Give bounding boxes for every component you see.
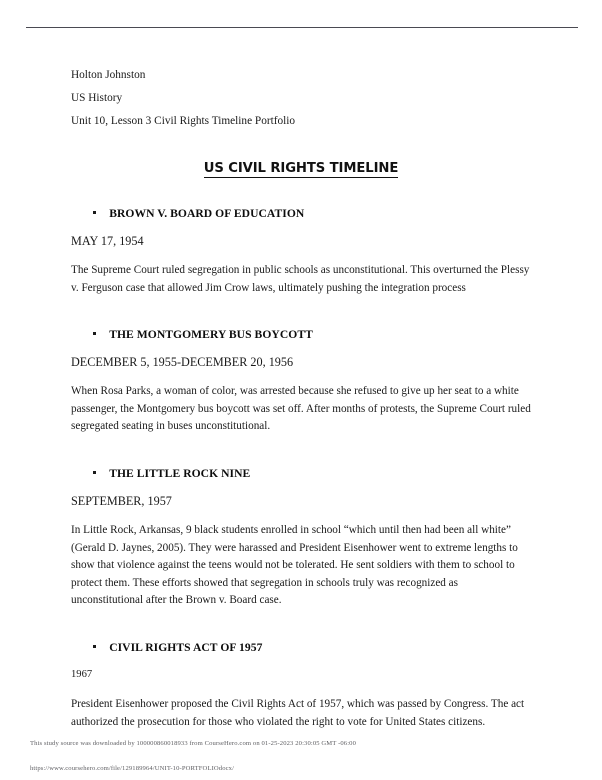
entry-heading-text: CIVIL RIGHTS ACT OF 1957	[109, 640, 263, 654]
student-name: Holton Johnston	[71, 69, 146, 81]
bullet-icon	[93, 471, 96, 474]
bullet-icon	[93, 332, 96, 335]
source-url: https://www.coursehero.com/file/129189964/UNIT-10-PORTFOLIOdocx/	[30, 765, 235, 772]
entry-body: In Little Rock, Arkansas, 9 black students enrolled in school “which until then had been all white” (Gerald D. Jaynes, 2005). They were harassed and President Eisenhower went to extreme lengths to show that violence against the teens would not be tolerated. He sent soldiers with them to school to protect them. These efforts showed that segregation in schools truly was recognized as unconstitutional after the Brown v. Board case.	[71, 523, 518, 607]
entry-date: MAY 17, 1954	[71, 234, 144, 248]
document-content	[71, 64, 531, 731]
header-divider	[26, 27, 578, 28]
entry-heading	[71, 641, 531, 654]
download-notice: This study source was downloaded by 100000860018933 from CourseHero.com on 01-25-2023 20:30:05 GMT -06:00	[30, 740, 357, 747]
entry-body: The Supreme Court ruled segregation in public schools as unconstitutional. This overturned the Plessy v. Ferguson case that allowed Jim Crow laws, ultimately pushing the integration process	[71, 264, 530, 294]
entry-date: DECEMBER 5, 1955-DECEMBER 20, 1956	[71, 355, 294, 370]
entry-body: When Rosa Parks, a woman of color, was arrested because she refused to give up her seat to a white passenger, the Montgomery bus boycott was set off. After months of protests, the Supreme Court ruled segregated seating in buses unconstitutional.	[71, 385, 531, 433]
timeline-entry	[71, 207, 531, 297]
entry-heading-text: THE MONTGOMERY BUS BOYCOTT	[109, 328, 313, 342]
entry-heading-text: THE LITTLE ROCK NINE	[109, 466, 251, 480]
timeline-entry	[71, 328, 531, 436]
entry-heading	[71, 207, 531, 220]
entry-date: SEPTEMBER, 1957	[71, 493, 172, 508]
page-title	[71, 161, 531, 176]
page-title-text: US CIVIL RIGHTS TIMELINE	[203, 161, 399, 176]
entry-heading	[71, 328, 531, 341]
entry-body: President Eisenhower proposed the Civil Rights Act of 1957, which was passed by Congress. The act authorized the prosecution for those who violated the right to vote for United States citizens.	[71, 697, 525, 728]
course-name: US History	[71, 92, 123, 104]
assignment-name: Unit 10, Lesson 3 Civil Rights Timeline Portfolio	[71, 115, 296, 127]
entry-date: 1967	[71, 668, 93, 680]
bullet-icon	[93, 645, 96, 648]
timeline-entry	[71, 467, 531, 610]
entry-heading-text: BROWN V. BOARD OF EDUCATION	[109, 207, 305, 220]
entry-heading	[71, 467, 531, 480]
bullet-icon	[93, 211, 96, 214]
timeline-entry	[71, 641, 531, 731]
